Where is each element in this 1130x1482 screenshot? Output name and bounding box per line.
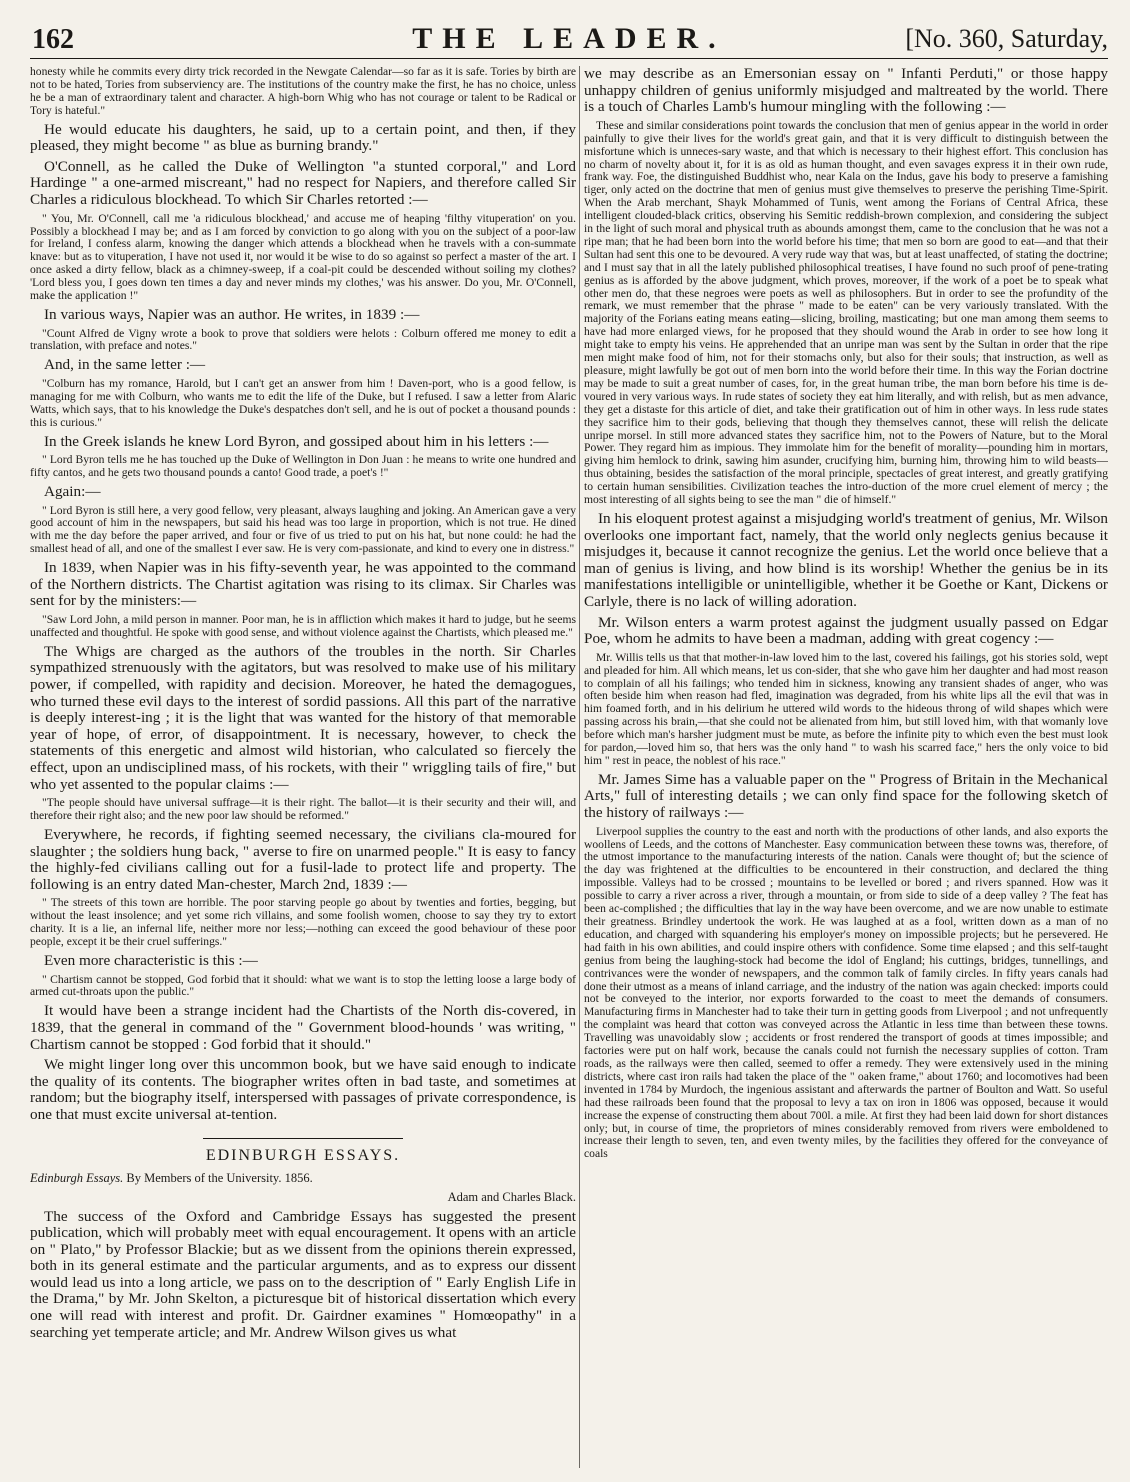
- body-paragraph: Again:—: [44, 482, 101, 500]
- body-paragraph: In the Greek islands he knew Lord Byron, and gossiped about him in his letters :—: [44, 432, 549, 450]
- book-source: Edinburgh Essays.: [30, 1170, 124, 1185]
- issue-label: [No. 360, Saturday,: [905, 24, 1108, 53]
- newspaper-title: THE LEADER.: [412, 22, 726, 55]
- quote-paragraph: "The people should have universal suffrage—it is their right. The ballot—it is their security and their will, and therefore their right also; and the new poor law should be reformed.": [30, 796, 576, 823]
- body-paragraph: He would educate his daughters, he said, up to a certain point, and then, if they pleased, they might become " as blue as burning brandy.": [30, 120, 576, 155]
- body-paragraph: Mr. James Sime has a valuable paper on the " Progress of Britain in the Mechanical Arts," full of interesting details ; we can only find space for the following sketch of the history of railways :—: [584, 770, 1108, 822]
- book-citation: [30, 1171, 576, 1186]
- right-column: [584, 66, 1108, 1468]
- book-publisher: Adam and Charles Black.: [447, 1189, 576, 1204]
- body-paragraph: In 1839, when Napier was in his fifty-seventh year, he was appointed to the command of the Northern districts. The Chartist agitation was rising to its climax. Sir Charles was sent for by the ministers:—: [30, 559, 576, 610]
- left-column: [30, 66, 576, 1468]
- quote-paragraph: honesty while he commits every dirty trick recorded in the Newgate Calendar—so far as it is safe. Tories by birth are not to be hated, Tories from subserviency are. The institutions of the country make the first, he has no choice, unless he be a man of extraordinary talent and character. A high-born Whig who has not courage or talent to be Radical or Tory is hateful.": [30, 66, 576, 117]
- body-paragraph: Even more characteristic is this :—: [44, 951, 258, 969]
- column-rule: [579, 66, 580, 1468]
- quote-paragraph: Mr. Willis tells us that that mother-in-law loved him to the last, covered his failings, got his stories sold, wept and pleaded for him. All which means, let us con-sider, that she who gave him her daughter and had most reason to complain of all his failings; who tended him in sickness, knowing any transient shades of anger, who was often beside him when reason had fled, imagination was degraded, from his white lips all the evil that was in him foamed forth, and in his delirium he uttered wild words to the hideous throng of wild shapes which were passing across his brain,—that she could not be alienated from him, but still loved him, with that womanly love before which man's harsher judgment must be mute, as before the infinite pity to which even the best must look for pardon,—loved him so, that hers was the only hand " to wash his scarred face," hers the only voice to bid him " rest in peace, the noblest of his race.": [584, 650, 1108, 767]
- section-heading: [30, 1138, 576, 1165]
- body-paragraph: In various ways, Napier was an author. He writes, in 1839 :—: [44, 305, 420, 323]
- quote-paragraph: These and similar considerations point towards the conclusion that men of genius appear in the world in order painfully to give their lives for the world's great gain, and that it is very difficult to distinguish between the misfortune which is unneces-sary waste, and that which is necessary to their highest effort. This conclusion has no charm of novelty about it, for it is as old as human thought, and even savages express it in their own rude, frank way. Foe, the distinguished Buddhist who, near Kala on the Indus, gave his body to preserve a famishing tiger, only acted on the doctrine that men of genius must give themselves to preserve the perishing Time-Spirit. When the Arab merchant, Shayk Mohammed of Tunis, went among the Forians of Central Africa, these intelligent clouded-black critics, observing his Semitic reddish-brown complexion, and considering the subject in the light of such moral and physical truth as abounds amongst them, came to the conclusion that he was not a ripe man; that he had been born into the world before his time; that men so born are good to eat—and that their Sultan had sent this one to be devoured. A very rude way that was, but at least unaffected, of stating the doctrine; and I must say that in all the lately published philosophical treatises, I have found no such proof of pene-trating genius as is afforded by the above judgment, which proves, moreover, if the work of a poet be to speak what other men do, that these negroes were poets as well as philosophers. But in order to see the profundity of the remark, we must remember that the phrase " made to be eaten" can be very variously translated. With the majority of the Forians eating means eating—slicing, broiling, masticating; but one man among them seems to have had more enlarged views, for he proposed that they should wound the Arab in order to see how long it might take to empty his veins. He apprehended that an unripe man was sent by the Sultan in order that the ripe men might make food of him, not for their stomachs only, but also for their souls; that instruction, as well as pleasure, might lawfully be got out of men born into the world before their time. In this way the Forian doctrine may be made to suit a great number of cases, for, in the great human tribe, the man born before his time is de-voured in very various ways. In rude states of society they eat him literally, and with relish, but as men advance, they get a distaste for this article of diet, and take their gratification out of him in other ways. In less rude states they sacrifice him to their gods, believing that though they themselves cannot, these will relish the delicate unripe morsel. In still more advanced states they sacrifice him, not to the Powers of Nature, but to the Moral Power. They regard him as impious. They immolate him for the benefit of morality—pounding him in mortars, giving him hemlock to drink, sawing him asunder, crucifying him, burning him, throwing him to wild beasts—thus obtaining, besides the satisfaction of the moral principle, spectacles of great interest, and greatly gratifying to certain human sensibilities. Civilization teaches the intro-duction of the more cruel element of mercy ; the most interesting of all sights being to see the man " die of himself.": [584, 118, 1108, 507]
- body-paragraph: In his eloquent protest against a misjudging world's treatment of genius, Mr. Wilson overlooks one important fact, namely, that the world only neglects genius because it misjudges it, because it cannot recognize the genius. Let the world once believe that a man of genius is living, and how blind is its worship! Whether the genius be in its manifestations intelligible or unintelligible, whether it be Goethe or Kant, Dickens or Carlyle, there is no lack of willing adoration.: [584, 509, 1108, 610]
- body-paragraph: we may describe as an Emersonian essay on " Infanti Perduti," or those happy unhappy children of genius uniformly misjudged and maltreated by the world. There is a touch of Charles Lamb's humour mingling with the following :—: [584, 66, 1108, 116]
- body-paragraph: The success of the Oxford and Cambridge Essays has suggested the present publication, which will probably meet with equal encouragement. It opens with an article on " Plato," by Professor Blackie; but as we dissent from the opinions therein expressed, both in its general estimate and the particular arguments, and as to express our dissent would lead us into a long article, we pass on to the description of " Early English Life in the Drama," by Mr. John Skelton, a picturesque bit of historical dissertation which every one will read with interest and profit. Dr. Gairdner examines " Homœopathy" in a searching yet temperate article; and Mr. Andrew Wilson gives us what: [30, 1207, 576, 1341]
- body-paragraph: Mr. Wilson enters a warm protest against the judgment usually passed on Edgar Poe, whom he admits to have been a madman, adding with great cogency :—: [584, 613, 1108, 648]
- body-paragraph: It would have been a strange incident had the Chartists of the North dis-covered, in 1839, that the general in command of the " Government blood-hounds ' was writing, " Chartism cannot be stopped : God forbid that it should.": [30, 1002, 576, 1053]
- section-title: EDINBURGH ESSAYS.: [205, 1146, 401, 1164]
- quote-paragraph: " Lord Byron is still here, a very good fellow, very pleasant, always laughing and joking. An American gave a very good account of him in the newspapers, but said his head was too large in proportion, which is not true. He dined with me the day before the paper arrived, and four or five of us tried to put on his hat, but none could: he had the smallest head of all, and one of the smallest I ever saw. He is very com-passionate, and kind to every one in distress.": [30, 503, 576, 556]
- body-paragraph: And, in the same letter :—: [44, 356, 206, 374]
- body-paragraph: The Whigs are charged as the authors of the troubles in the north. Sir Charles sympathized strenuously with the agitators, but was resolved to make use of his military power, if compelled, with rapidity and decision. Moreover, he hated the demagogues, who turned these evil days to the interest of sordid passions. All this part of the narrative is deeply interest-ing ; it is the light that was wanted for the history of that memorable year of hope, of error, of disappointment. It is necessary, however, to check the statements of this energetic and almost wild historian, who calculated so fiercely the effect, upon an undisciplined mass, of his rockets, with their " wriggling tails of fire," but who yet assented to the popular claims :—: [30, 642, 576, 793]
- quote-paragraph: " You, Mr. O'Connell, call me 'a ridiculous blockhead,' and accuse me of heaping 'filthy vituperation' on you. Possibly a blockhead I may be; and as I am forced by conviction to go along with you on the subject of a poor-law for Ireland, I confess alarm, knowing the danger which attends a blockhead when he travels with a con-summate knave: but as to vituperation, I have not used it, nor would it be wise to do so against so perfect a master of the art. I once asked a dirty fellow, black as a chimney-sweep, if a coal-pit could be descended without soiling my clothes? 'Lord bless you, I goes down ten times a day and never minds my clothes,' was his answer. Do you, Mr. O'Connell, make the application !": [30, 211, 576, 303]
- page-number: 162: [32, 24, 74, 55]
- quote-paragraph: Liverpool supplies the country to the east and north with the productions of other lands, and also exports the woollens of Leeds, and the cottons of Manchester. Easy communication between these towns was, therefore, of the utmost importance to the manufacturing interests of the nation. Canals were thought of; but the science of the day was frightened at the difficulties to be encountered in their construction, and declared the thing impossible. Valleys had to be crossed ; mountains to be levelled or bored ; and rivers spanned. How was it possible to carry a river across a river, through a mountain, or from side to side of a deep valley ? The feat has been ac-complished ; the difficulties that lay in the way have been overcome, and we are now unable to estimate their greatness. Brindley undertook the work. He was laughed at as a fool, written down as a man of no education, and charged with squandering his employer's money on impossible projects; but he persevered. He had faith in his own abilities, and could inspire others with confidence. Some time elapsed ; and this self-taught genius from being the laughing-stock had become the idol of England; his cuttings, bridges, tunnellings, and contrivances were the wonder of newspapers, and the common talk of family circles. In fifty years canals had done their utmost as a means of inland carriage, and the industry of the nation was again checked: imports could not be conveyed to the interior, nor exports forwarded to the coast to meet the demands of consumers. Manufacturing firms in Manchester had to take their turn in getting goods from Liverpool ; and not unfrequently the complaint was heard that cotton was conveyed across the Atlantic in less time than between these towns. Travelling was unavoidably slow ; accidents or frost rendered the transport of goods at times impossible; and factories were put on half work, because the canals could not furnish the necessary supplies of cotton. Tram roads, as the railways were then called, seemed to offer a remedy. They were extensively used in the mining districts, where cast iron rails had taken the place of the " oaken frame," about 1760; and locomotives had been invented in 1784 by Murdoch, the ingenious assistant and afterwards the partner of Boulton and Watt. So useful had these railroads been found that the proposal to levy a tax on iron in 1806 was opposed, because it would increase the expense of constructing them about 700l. a mile. At first they had been laid down for short distances only; but, in course of time, the proprietors of mines considerably removed from rivers were emboldened to increase their length to seven, ten, and even twenty miles, by the facilities they offered for the conveyance of coals: [584, 824, 1108, 1161]
- quote-paragraph: " Lord Byron tells me he has touched up the Duke of Wellington in Don Juan : he means to write one hundred and fifty cantos, and he gets two thousand pounds a canto! Good trade, a poet's !": [30, 453, 576, 480]
- body-paragraph: Everywhere, he records, if fighting seemed necessary, the civilians cla-moured for slaughter ; the soldiers hung back, " averse to fire on unarmed people." It is easy to fancy the highly-fed civilians calling out for a fusil-lade to protect life and property. The following is an entry dated Man-chester, March 2nd, 1839 :—: [30, 825, 576, 893]
- quote-paragraph: "Count Alfred de Vigny wrote a book to prove that soldiers were helots : Colburn offered me money to edit a translation, with preface and notes.": [30, 326, 576, 353]
- quote-paragraph: " The streets of this town are horrible. The poor starving people go about by twenties and forties, begging, but without the least insolence; and yet some rich villains, and some foolish women, choose to say they try to extort charity. It is a lie, an infernal life, neither more nor less;—nothing can exceed the good behaviour of these poor people, except it be their cruel sufferings.": [30, 896, 576, 949]
- quote-paragraph: "Colburn has my romance, Harold, but I can't get an answer from him ! Daven-port, who is a good fellow, is managing for me with Colburn, who wants me to edit the life of the Duke, but I refused. I saw a letter from Alaric Watts, which says, that to his knowledge the Duke's despatches don't sell, and he is out of pocket a thousand pounds : this is curious.": [30, 376, 576, 429]
- body-paragraph: O'Connell, as he called the Duke of Wellington "a stunted corporal," and Lord Hardinge " a one-armed miscreant," had no respect for Napiers, and therefore called Sir Charles a ridiculous blockhead. To which Sir Charles retorted :—: [30, 157, 576, 208]
- section-divider: [203, 1138, 403, 1139]
- quote-paragraph: " Chartism cannot be stopped, God forbid that it should: what we want is to stop the letting loose a large body of armed cut-throats upon the public.": [30, 972, 576, 999]
- quote-paragraph: "Saw Lord John, a mild person in manner. Poor man, he is in affliction which makes it hard to judge, but he seems unaffected and thoughtful. He spoke with good sense, and without violence against the Chartists, which pleased me.": [30, 612, 576, 639]
- body-paragraph: We might linger long over this uncommon book, but we have said enough to indicate the quality of its contents. The biographer writes often in bad taste, and sometimes at random; but the biography itself, interspersed with passages of private correspondence, is one that must excite universal at-tention.: [30, 1056, 576, 1123]
- book-details: By Members of the University. 1856.: [126, 1170, 313, 1185]
- masthead: [30, 18, 1108, 59]
